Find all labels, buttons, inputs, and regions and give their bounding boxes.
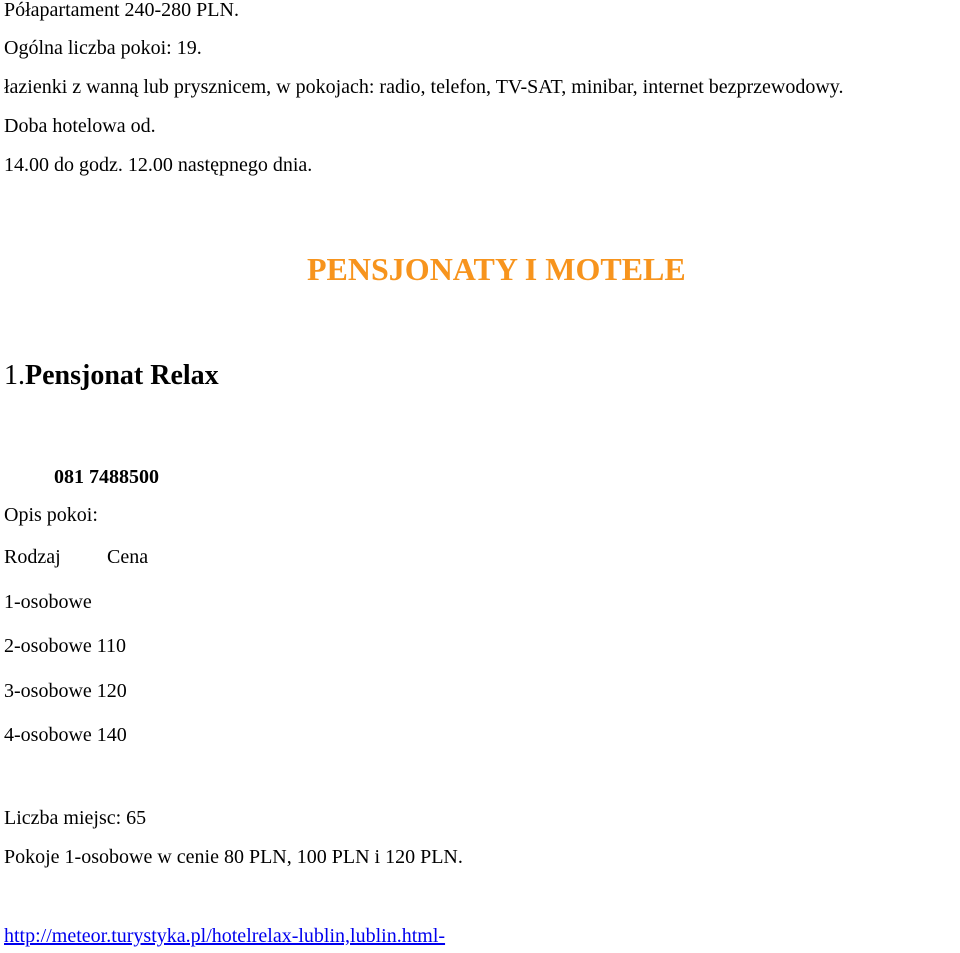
column-type-header: Rodzaj bbox=[4, 546, 61, 568]
single-room-prices: Pokoje 1-osobowe w cenie 80 PLN, 100 PLN i 120 PLN. bbox=[4, 846, 463, 868]
text-line-amenities: łazienki z wanną lub prysznicem, w pokojach: radio, telefon, TV-SAT, minibar, internet bezprzewodowy. bbox=[4, 76, 844, 98]
listing-number: 1. bbox=[4, 360, 25, 391]
text-line-half-apartment: Półapartament 240-280 PLN. bbox=[4, 0, 239, 21]
room-row-triple: 3-osobowe 120 bbox=[4, 680, 127, 702]
phone-number: 081 7488500 bbox=[54, 466, 159, 488]
listing-title bbox=[4, 359, 219, 393]
text-line-hotel-day: Doba hotelowa od. bbox=[4, 115, 156, 137]
text-line-total-rooms: Ogólna liczba pokoi: 19. bbox=[4, 37, 202, 59]
listing-name: Pensjonat Relax bbox=[25, 360, 219, 391]
rooms-label: Opis pokoi: bbox=[4, 504, 98, 526]
room-row-single: 1-osobowe bbox=[4, 591, 92, 613]
room-row-double: 2-osobowe 110 bbox=[4, 635, 127, 657]
places-count: Liczba miejsc: 65 bbox=[4, 807, 147, 829]
section-heading: PENSJONATY I MOTELE bbox=[307, 251, 686, 287]
listing-link[interactable]: http://meteor.turystyka.pl/hotelrelax-lublin,lublin.html- bbox=[4, 925, 446, 947]
room-row-quad: 4-osobowe 140 bbox=[4, 724, 127, 746]
column-price-header: Cena bbox=[107, 546, 149, 568]
text-line-check-times: 14.00 do godz. 12.00 następnego dnia. bbox=[4, 154, 313, 176]
